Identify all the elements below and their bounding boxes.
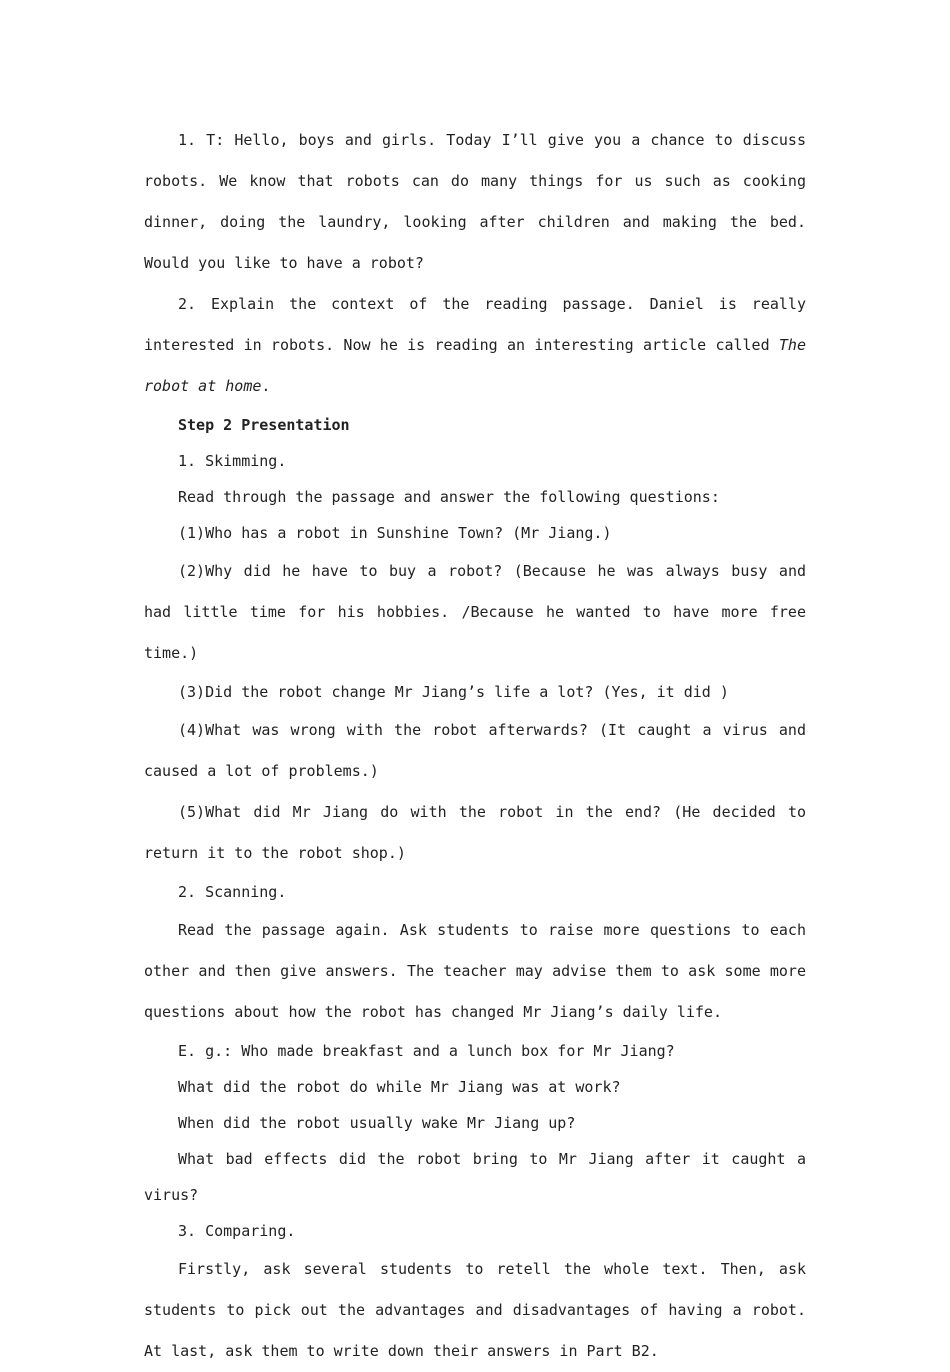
question-4: (4)What was wrong with the robot afterwards? (It caught a virus and caused a lot of problems.) xyxy=(144,721,806,780)
intro-paragraph-2 xyxy=(144,284,806,407)
skimming-instruction: Read through the passage and answer the following questions: xyxy=(178,488,720,506)
example-question-2: What did the robot do while Mr Jiang was at work? xyxy=(178,1078,621,1096)
intro-paragraph-2-text: 2. Explain the context of the reading passage. Daniel is really interested in robots. Now he is reading an interesting article called xyxy=(144,295,806,354)
intro-paragraph-1: 1. T: Hello, boys and girls. Today I’ll give you a chance to discuss robots. We know that robots can do many things for us such as cooking dinner, doing the laundry, looking after children and making the bed. Would you like to have a robot? xyxy=(144,131,806,272)
question-3: (3)Did the robot change Mr Jiang’s life a lot? (Yes, it did ) xyxy=(178,683,729,701)
step2-heading: Step 2 Presentation xyxy=(178,416,350,434)
comparing-label: 3. Comparing. xyxy=(178,1222,296,1240)
intro-paragraph-2-end: . xyxy=(261,377,271,395)
scanning-paragraph: Read the passage again. Ask students to raise more questions to each other and then give answers. The teacher may advise them to ask some more questions about how the robot has changed Mr Jiang’s daily life. xyxy=(144,921,806,1021)
question-2: (2)Why did he have to buy a robot? (Because he was always busy and had little time for his hobbies. /Because he wanted to have more free time.) xyxy=(144,562,806,662)
question-1: (1)Who has a robot in Sunshine Town? (Mr Jiang.) xyxy=(178,524,612,542)
comparing-paragraph: Firstly, ask several students to retell the whole text. Then, ask students to pick out the advantages and disadvantages of having a robot. At last, ask them to write down their answers in Part B2. xyxy=(144,1260,806,1360)
question-5: (5)What did Mr Jiang do with the robot in the end? (He decided to return it to the robot shop.) xyxy=(144,803,806,862)
example-question-1: E. g.: Who made breakfast and a lunch box for Mr Jiang? xyxy=(178,1042,675,1060)
example-question-3: When did the robot usually wake Mr Jiang up? xyxy=(178,1114,576,1132)
document-body xyxy=(144,120,806,1372)
skimming-label: 1. Skimming. xyxy=(178,452,287,470)
scanning-label: 2. Scanning. xyxy=(178,883,287,901)
example-question-4: What bad effects did the robot bring to Mr Jiang after it caught a virus? xyxy=(144,1150,806,1204)
article-title: The robot at home xyxy=(144,336,806,395)
